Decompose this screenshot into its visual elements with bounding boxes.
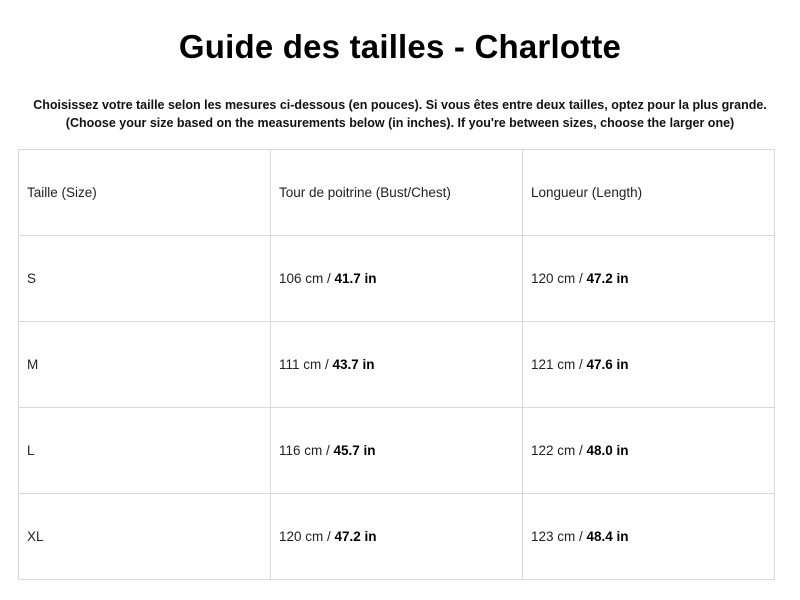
length-in: 47.6 in <box>586 357 629 372</box>
size-cell: XL <box>19 494 271 580</box>
bust-cm: 116 cm / <box>279 443 334 458</box>
table-row <box>19 322 775 408</box>
header-length: Longueur (Length) <box>523 150 775 236</box>
instructions <box>0 96 800 132</box>
bust-in: 45.7 in <box>333 443 376 458</box>
length-cm: 122 cm / <box>531 443 587 458</box>
header-size: Taille (Size) <box>19 150 271 236</box>
bust-cell <box>271 408 523 494</box>
size-cell: L <box>19 408 271 494</box>
length-in: 48.0 in <box>586 443 629 458</box>
table-header-row <box>19 150 775 236</box>
length-cell <box>523 236 775 322</box>
size-guide-table <box>18 149 775 580</box>
bust-cm: 111 cm / <box>279 357 333 372</box>
bust-cell <box>271 322 523 408</box>
length-in: 47.2 in <box>586 271 629 286</box>
size-cell: S <box>19 236 271 322</box>
bust-cell <box>271 236 523 322</box>
length-cell <box>523 408 775 494</box>
instructions-english: (Choose your size based on the measurements below (in inches). If you're between sizes, choose the larger one) <box>65 116 735 130</box>
length-cell <box>523 322 775 408</box>
bust-cell <box>271 494 523 580</box>
table-row <box>19 494 775 580</box>
length-cm: 121 cm / <box>531 357 587 372</box>
bust-in: 47.2 in <box>334 529 377 544</box>
bust-cm: 120 cm / <box>279 529 335 544</box>
length-cm: 120 cm / <box>531 271 587 286</box>
header-bust: Tour de poitrine (Bust/Chest) <box>271 150 523 236</box>
bust-in: 41.7 in <box>334 271 377 286</box>
table-row <box>19 236 775 322</box>
bust-in: 43.7 in <box>332 357 375 372</box>
length-in: 48.4 in <box>586 529 629 544</box>
length-cell <box>523 494 775 580</box>
page-title: Guide des tailles - Charlotte <box>178 28 622 65</box>
length-cm: 123 cm / <box>531 529 587 544</box>
bust-cm: 106 cm / <box>279 271 335 286</box>
table-row <box>19 408 775 494</box>
size-cell: M <box>19 322 271 408</box>
instructions-french: Choisissez votre taille selon les mesures ci-dessous (en pouces). Si vous êtes entre deux tailles, optez pour la plus grande. <box>33 98 767 112</box>
